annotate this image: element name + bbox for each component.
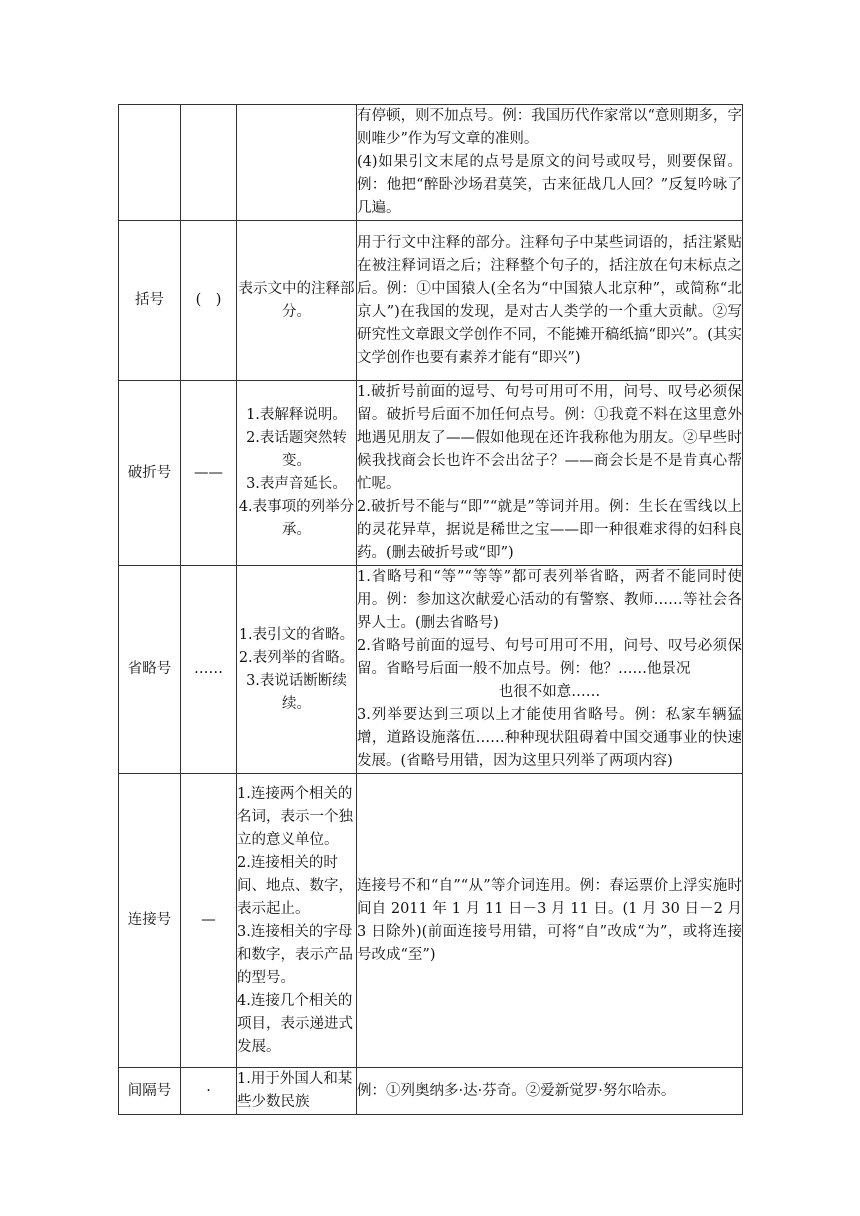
notes-cell [357, 566, 743, 774]
note-paragraph: 连接号不和“自”“从”等介词连用。例：春运票价上浮实施时间自 2011 年 1 月 11 日－3 月 11 日。(1 月 30 日－2 月 3 日除外)(前面连接号用错，可将“自”改成“为”，或将连接号改成“至”) [357, 877, 742, 963]
usage-item: 1.用于外国人和某些少数民族 [237, 1071, 353, 1110]
table-row [119, 774, 743, 1068]
mark-symbol-cell [181, 105, 237, 221]
table-row [119, 105, 743, 221]
usage-cell [237, 381, 357, 566]
note-paragraph: 2.破折号不能与“即”“就是”等词并用。例：生长在雪线以上的灵花异草，据说是稀世之宝——即一种很难求得的妇科良药。(删去破折号或“即”) [357, 499, 742, 561]
note-paragraph: 有停顿，则不加点号。例：我国历代作家常以“意则期多，字则唯少”作为写文章的准则。 [357, 108, 742, 147]
usage-item: 2.连接相关的时间、地点、数字，表示起止。 [237, 854, 353, 917]
mark-name-cell: 省略号 [119, 566, 181, 774]
usage-item: 3.表声音延长。 [246, 476, 347, 492]
note-paragraph: 用于行文中注释的部分。注释句子中某些词语的，括注紧贴在被注释词语之后；注释整个句子的，括注放在句末标点之后。例：①中国猿人(全名为“中国猿人北京种”，或简称“北京人”)在我国的发现，是对古人类学的一个重大贡献。②写研究性文章跟文学创作不同，不能摊开稿纸搞“即兴”。(其实文学创作也要有素养才能有“即兴”) [357, 234, 742, 366]
mark-symbol-cell: · [181, 1068, 237, 1115]
table-row [119, 566, 743, 774]
usage-item: 1.连接两个相关的名词，表示一个独立的意义单位。 [237, 785, 353, 848]
usage-item: 3.连接相关的字母和数字，表示产品的型号。 [237, 923, 353, 986]
usage-cell [237, 105, 357, 221]
notes-cell [357, 774, 743, 1068]
notes-cell [357, 381, 743, 566]
table-row [119, 381, 743, 566]
notes-cell [357, 1068, 743, 1115]
mark-symbol-cell: —— [181, 381, 237, 566]
mark-symbol-cell: — [181, 774, 237, 1068]
usage-cell [237, 1068, 357, 1115]
usage-item: 4.表事项的列举分承。 [238, 499, 355, 538]
usage-cell [237, 774, 357, 1068]
usage-item: 2.表列举的省略。 [238, 649, 355, 666]
punctuation-table [118, 104, 743, 1115]
note-paragraph: 1.省略号和“等”“等等”都可表列举省略，两者不能同时使用。例：参加这次献爱心活动的有警察、教师……等社会各界人士。(删去省略号) [357, 569, 742, 631]
note-paragraph: (4)如果引文末尾的点号是原文的问号或叹号，则要保留。例：他把“醉卧沙场君莫笑，古来征战几人回？”反复吟咏了几遍。 [357, 154, 742, 216]
mark-symbol-cell: ( ) [181, 221, 237, 381]
usage-item: 1.表引文的省略。 [238, 626, 355, 643]
usage-item: 表示文中的注释部分。 [238, 280, 355, 320]
note-paragraph: 例：①列奥纳多·达·芬奇。②爱新觉罗·努尔哈赤。 [357, 1082, 676, 1099]
notes-cell [357, 221, 743, 381]
table-row [119, 221, 743, 381]
usage-item: 3.表说话断断续续。 [246, 672, 347, 712]
mark-name-cell: 括号 [119, 221, 181, 381]
usage-cell [237, 566, 357, 774]
mark-name-cell: 间隔号 [119, 1068, 181, 1115]
mark-name-cell: 连接号 [119, 774, 181, 1068]
usage-item: 4.连接几个相关的项目，表示递进式发展。 [237, 992, 353, 1055]
usage-item: 1.表解释说明。 [246, 407, 347, 423]
mark-symbol-cell: …… [181, 566, 237, 774]
notes-cell [357, 105, 743, 221]
note-paragraph: 3.列举要达到三项以上才能使用省略号。例：私家车辆猛增，道路设施落伍……种种现状阻碍着中国交通事业的快速发展。(省略号用错，因为这里只列举了两项内容) [357, 707, 742, 769]
mark-name-cell: 破折号 [119, 381, 181, 566]
note-paragraph: 也很不如意…… [498, 684, 601, 700]
note-paragraph: 1.破折号前面的逗号、句号可用可不用，问号、叹号必须保留。破折号后面不加任何点号。例：①我竟不料在这里意外地遇见朋友了——假如他现在还许我称他为朋友。②早些时候我找商会长也许不会出岔子？——商会长是不是肯真心帮忙呢。 [357, 384, 742, 492]
note-paragraph: 2.省略号前面的逗号、句号可用可不用，问号、叹号必须保留。省略号后面一般不加点号。例：他？……他景况 [357, 638, 742, 677]
usage-cell [237, 221, 357, 381]
mark-name-cell [119, 105, 181, 221]
usage-item: 2.表话题突然转变。 [246, 430, 347, 469]
table-row [119, 1068, 743, 1115]
